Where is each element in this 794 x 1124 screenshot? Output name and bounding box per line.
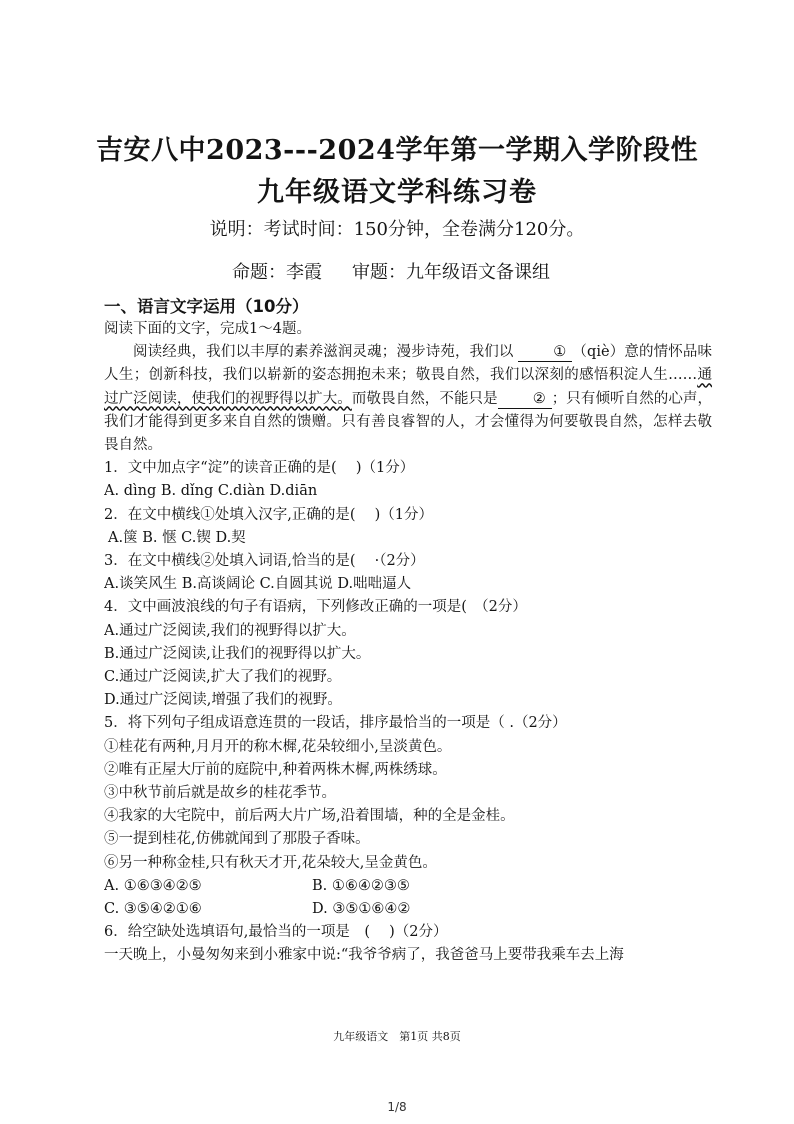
question-5-stem: 5．将下列句子组成语意连贯的一段话，排序最恰当的一项是（ .（2分） [104,715,567,732]
question-5-sentence-4: ④我家的大宅院中，前后两大片广场,沿着围墙，种的全是金桂。 [104,808,515,825]
question-6-text: 一天晚上，小曼匆匆来到小雅家中说:“我爷爷病了，我爸爸马上要带我乘车去上海 [104,947,624,964]
question-5-option-c: C. ③⑤④②①⑥ [104,901,202,918]
question-4-option-a: A.通过广泛阅读,我们的视野得以扩大。 [104,622,356,639]
question-4-option-c: C.通过广泛阅读,扩大了我们的视野。 [104,669,342,686]
question-5-option-a: A. ①⑥③④②⑤ [104,877,202,894]
setter: 命题：李霞 [232,262,322,283]
question-5-options-cd [104,898,712,921]
passage-part4: ；只有倾听自然的心声，我们才能得到更多来自自然的馈赠。只有善良睿智的人，才会懂得为何要敬畏自然，怎样去敬畏自然。 [104,390,713,454]
question-1-stem: 1．文中加点字“淀”的读音正确的是( )（1分） [104,460,415,477]
wavy-sentence: 通过广泛阅读，使我们的视野得以扩大。 [104,367,713,407]
question-5-option-d: D. ③⑤①⑥④② [312,901,411,918]
question-6-stem: 6．给空缺处选填语句,最恰当的一项是 ( )（2分） [104,924,448,941]
exam-title-line1: 吉安八中2023---2024学年第一学期入学阶段性 [96,135,698,166]
passage-part2: （qiè）意的情怀品味人生；创新科技，我们以崭新的姿态拥抱未来；敬畏自然，我们以深刻的感悟积淀人生…… [104,344,713,384]
question-3-stem: 3．在文中横线②处填入词语,恰当的是( ·（2分） [104,553,425,570]
reviewer: 审题：九年级语文备课组 [352,262,550,283]
question-4-option-b: B.通过广泛阅读,让我们的视野得以扩大。 [104,645,371,662]
passage-part1: 阅读经典，我们以丰厚的素养滋润灵魂；漫步诗苑，我们以 [133,344,514,361]
exam-authors [232,258,550,284]
section-instruction: 阅读下面的文字，完成1～4题。 [104,321,311,337]
reading-passage [104,341,712,457]
page-indicator: 1/8 [387,1100,407,1114]
question-5-options-ab [104,875,712,898]
question-5-sentence-5: ⑤一提到桂花,仿佛就闻到了那股子香味。 [104,831,370,848]
question-5-sentence-1: ①桂花有两种,月月开的称木樨,花朵较细小,呈淡黄色。 [104,738,452,755]
question-2-stem: 2．在文中横线①处填入汉字,正确的是( )（1分） [104,506,433,523]
question-2-options: A.箧 B. 惬 C.锲 D.契 [108,529,246,546]
question-5-sentence-6: ⑥另一种称金桂,只有秋天才开,花朵较大,呈金黄色。 [104,854,437,871]
blank-1: ① [518,343,572,362]
question-4-stem: 4．文中画波浪线的句子有语病，下列修改正确的一项是( （2分） [104,599,527,616]
exam-title-line2: 九年级语文学科练习卷 [257,177,537,208]
question-5-option-b: B. ①⑥④②③⑤ [312,877,410,894]
question-1-options: A. dìng B. dǐng C.diàn D.diān [104,483,318,500]
page-footer: 九年级语文 第1页 共8页 [333,1030,461,1043]
question-5-sentence-2: ②唯有正屋大厅前的庭院中,种着两株木樨,两株绣球。 [104,761,447,778]
question-5-sentence-3: ③中秋节前后就是故乡的桂花季节。 [104,785,336,802]
question-3-options: A.谈笑风生 B.高谈阔论 C.自圆其说 D.咄咄逼人 [104,576,412,593]
exam-content [104,296,712,968]
blank-2: ② [498,390,552,409]
question-4-option-d: D.通过广泛阅读,增强了我们的视野。 [104,692,342,709]
section-heading: 一、语言文字运用（10分） [104,297,309,316]
passage-part3: 而敬畏自然，不能只是 [351,390,498,407]
exam-note: 说明：考试时间：150分钟，全卷满分120分。 [209,219,585,240]
